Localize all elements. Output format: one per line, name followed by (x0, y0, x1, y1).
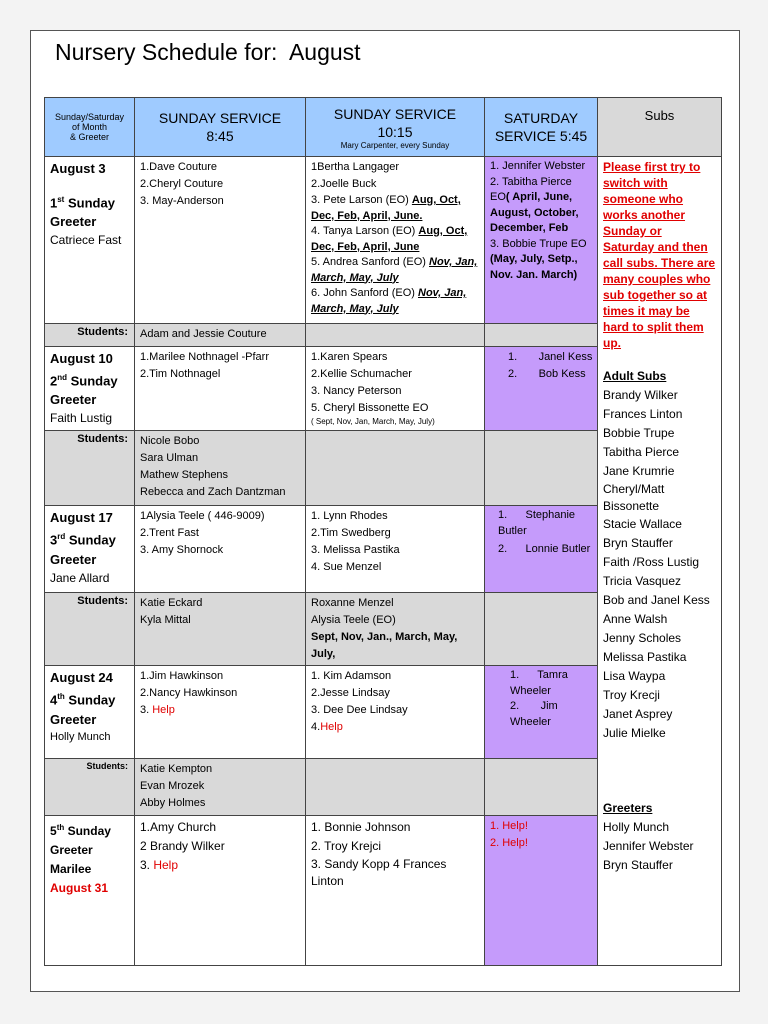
volunteer: 3. Melissa Pastika (311, 544, 400, 557)
week-date: August 10 (50, 351, 113, 366)
greeter-name: Faith Lustig (50, 411, 113, 426)
volunteer-num: 3. (140, 704, 153, 717)
volunteer (311, 719, 479, 736)
sub-name: Troy Krecji (603, 688, 660, 702)
student: Kyla Mittal (140, 614, 191, 627)
week3-1015 (306, 506, 485, 593)
student: Alysia Teele (EO) (311, 614, 396, 627)
subs-warning: Please first try to switch with someone who works another Sunday or Saturday and then call subs. There are many couples who sub together so at times it may be hard to split them up. (603, 160, 716, 350)
student: Nicole Bobo (140, 435, 200, 448)
sub-name: Lisa Waypa (603, 669, 666, 683)
student: Sara Ulman (140, 452, 199, 465)
ordinal-num: 5 (50, 824, 57, 839)
volunteer: 1.Karen Spears (311, 351, 388, 363)
sub-name: Janet Asprey (603, 707, 673, 721)
ordinal-rest: Sunday (64, 692, 116, 708)
sub-name: Bryn Stauffer (603, 536, 673, 550)
header-text: Subs (644, 108, 675, 123)
sub-name: Melissa Pastika (603, 650, 687, 664)
students-saturday (485, 324, 598, 347)
week4-saturday (485, 666, 598, 759)
volunteer: 3. Sandy Kopp 4 Frances Linton (311, 857, 447, 889)
header-text: SUNDAY SERVICE (158, 110, 282, 126)
header-text: Sunday/Saturday (54, 112, 125, 122)
student: Roxanne Menzel (311, 597, 394, 610)
page-title: Nursery Schedule for: August (55, 39, 361, 65)
help-needed: Help (153, 858, 179, 873)
ordinal-num: 3 (50, 532, 58, 548)
volunteer: 5. Cheryl Bissonette EO (311, 402, 429, 414)
volunteer: 3. Amy Shornock (140, 544, 224, 557)
volunteer-months: ( Sept, Nov, Jan, March, May, July) (311, 417, 435, 426)
week3-info (45, 506, 135, 593)
week4-info (45, 666, 135, 759)
students-1015 (306, 324, 485, 347)
volunteer-months: Aug, Oct, Dec, Feb, April, June (311, 225, 468, 253)
greeter-label: Greeter (50, 551, 97, 567)
students-845: Adam and Jessie Couture (135, 324, 306, 347)
student-months: Sept, Nov, Jan., March, May, July, (311, 631, 458, 661)
volunteer-num: 3. (140, 858, 154, 873)
header-text: of Month (71, 122, 108, 132)
volunteer: 1. Tamra Wheeler (510, 669, 571, 697)
header-text: 8:45 (206, 128, 234, 144)
volunteer-name: 3. Bobbie Trupe EO (490, 237, 587, 250)
volunteer: 4. Sue Menzel (311, 561, 382, 574)
students-1015 (306, 431, 485, 506)
volunteer: 1. Kim Adamson (311, 670, 392, 683)
week2-1015 (306, 347, 485, 431)
greeter-name: Holly Munch (50, 730, 111, 743)
week-row-1 (45, 157, 722, 324)
sub-name: Cheryl/Matt Bissonette (603, 482, 665, 513)
volunteer: 2.Cheryl Couture (140, 178, 224, 190)
week4-845 (135, 666, 306, 759)
header-text: SATURDAY (503, 110, 579, 126)
student: Katie Kempton (140, 763, 213, 776)
volunteer-num: 4. (311, 721, 321, 734)
volunteer (490, 237, 592, 284)
students-label: Students: (45, 759, 135, 816)
ordinal-suffix: nd (57, 373, 68, 382)
sub-name: Frances Linton (603, 407, 683, 421)
sub-name: Faith /Ross Lustig (603, 555, 700, 569)
help-needed: 1. Help! (490, 820, 528, 833)
volunteer (311, 255, 479, 286)
greeter-label: Greeter (50, 711, 97, 727)
week-date: August 24 (50, 670, 113, 686)
volunteer: 1. Janel Kess (508, 351, 593, 363)
volunteer: 1. Bonnie Johnson (311, 820, 411, 835)
student: Abby Holmes (140, 797, 206, 810)
week5-1015 (306, 816, 485, 966)
volunteer-months: Nov, Jan, March, May, July (311, 287, 467, 315)
students-saturday (485, 593, 598, 666)
header-text: SERVICE 5:45 (494, 128, 588, 144)
volunteer: 2. Bob Kess (508, 368, 586, 380)
ordinal-rest: Sunday (65, 532, 116, 548)
header-subs (598, 98, 722, 157)
greeter-name: Jane Allard (50, 570, 110, 585)
volunteer-months: (May, July, Setp., Nov. Jan. March) (490, 253, 578, 281)
greeter-name: Marilee (50, 862, 92, 877)
volunteer: 1Bertha Langager (311, 161, 400, 173)
sub-name: Jane Krumrie (603, 464, 675, 478)
volunteer: 2.Tim Swedberg (311, 527, 391, 540)
ordinal-num: 4 (50, 692, 58, 708)
week1-1015 (306, 157, 485, 324)
week-ordinal (50, 190, 129, 212)
volunteer: 3. Nancy Peterson (311, 385, 402, 397)
week3-845 (135, 506, 306, 593)
student: Rebecca and Zach Dantzman (140, 486, 286, 499)
week-ordinal (50, 368, 129, 390)
week2-info (45, 347, 135, 431)
greeter-label: Greeter (50, 392, 97, 408)
volunteer: 3. Dee Dee Lindsay (311, 704, 408, 717)
week1-info (45, 157, 135, 324)
sub-name: Tricia Vasquez (603, 574, 682, 588)
students-label: Students: (45, 431, 135, 506)
volunteer: 1.Marilee Nothnagel -Pfarr (140, 351, 270, 363)
week-ordinal (50, 687, 129, 709)
schedule-table (44, 97, 722, 966)
subs-column (598, 157, 722, 966)
volunteer-name: 4. Tanya Larson (EO) (311, 225, 419, 237)
students-1015 (306, 593, 485, 666)
students-label: Students: (45, 324, 135, 347)
volunteer-months: ( April, June, August, October, December, Feb (490, 191, 579, 234)
volunteer: 1Alysia Teele ( 446-9009) (140, 510, 265, 523)
ordinal-suffix: th (56, 823, 65, 833)
volunteer (311, 224, 479, 255)
students-845 (135, 593, 306, 666)
volunteer: 2. Lonnie Butler (498, 543, 591, 556)
week1-845 (135, 157, 306, 324)
header-month-greeter (45, 98, 135, 157)
volunteer-name: 6. John Sanford (EO) (311, 287, 418, 299)
ordinal-num: 1 (50, 195, 58, 211)
week-ordinal (50, 527, 129, 549)
header-text: & Greeter (69, 132, 109, 142)
sub-name: Julie Mielke (603, 726, 666, 740)
volunteer: 2.Trent Fast (140, 527, 199, 540)
students-label: Students: (45, 593, 135, 666)
students-845 (135, 431, 306, 506)
volunteer-months: Nov, Jan, March, May, July (311, 256, 478, 284)
week-ordinal (50, 818, 129, 841)
student: Mathew Stephens (140, 469, 229, 482)
volunteer: 2. Troy Krejci (311, 839, 382, 854)
volunteer-name: 2. Tabitha Pierce EO (490, 175, 572, 203)
week5-info (45, 816, 135, 966)
volunteer: 2 Brandy Wilker (140, 839, 225, 854)
greeter-label: Greeter (50, 843, 93, 858)
header-note: Mary Carpenter, every Sunday (340, 140, 450, 150)
header-saturday (485, 98, 598, 157)
volunteer (490, 175, 592, 237)
student: Katie Eckard (140, 597, 203, 610)
volunteer: 2.Nancy Hawkinson (140, 687, 238, 700)
students-saturday (485, 431, 598, 506)
volunteer-name: 5. Andrea Sanford (EO) (311, 256, 430, 268)
greeter-name: Catriece Fast (50, 233, 122, 248)
week2-saturday (485, 347, 598, 431)
volunteer: 2.Tim Nothnagel (140, 368, 221, 380)
sub-name: Tabitha Pierce (603, 445, 680, 459)
volunteer: 1.Jim Hawkinson (140, 670, 224, 683)
ordinal-rest: Sunday (64, 824, 111, 839)
volunteer: 1.Dave Couture (140, 161, 218, 173)
greeters-heading: Greeters (603, 801, 653, 815)
student: Evan Mrozek (140, 780, 205, 793)
sub-name: Bobbie Trupe (603, 426, 675, 440)
volunteer: 3. May-Anderson (140, 195, 224, 207)
volunteer: 1. Lynn Rhodes (311, 510, 388, 523)
week2-845 (135, 347, 306, 431)
volunteer-months: Aug, Oct, Dec, Feb, April, June. (311, 194, 461, 222)
header-sunday-845 (135, 98, 306, 157)
greeter-sub: Bryn Stauffer (603, 858, 673, 872)
volunteer: 2. Jim Wheeler (510, 700, 561, 728)
header-text: 10:15 (377, 123, 413, 140)
volunteer: 1.Amy Church (140, 820, 217, 835)
header-text: SUNDAY SERVICE (333, 105, 457, 122)
volunteer (311, 193, 479, 224)
document-page (30, 30, 740, 992)
greeter-label: Greeter (50, 214, 97, 230)
week-date: August 3 (50, 161, 106, 176)
week1-saturday (485, 157, 598, 324)
volunteer (140, 702, 300, 719)
ordinal-rest: Sunday (67, 373, 118, 389)
sub-name: Stacie Wallace (603, 517, 682, 531)
header-sunday-1015 (306, 98, 485, 157)
volunteer: 2.Jesse Lindsay (311, 687, 390, 700)
help-needed: Help (320, 721, 343, 734)
ordinal-rest: Sunday (64, 195, 115, 211)
week4-1015 (306, 666, 485, 759)
sub-name: Anne Walsh (603, 612, 668, 626)
week-date: August 31 (50, 881, 109, 896)
volunteer: 2.Kellie Schumacher (311, 368, 412, 380)
volunteer: 2.Joelle Buck (311, 178, 377, 190)
week-date: August 17 (50, 510, 113, 526)
week3-saturday (485, 506, 598, 593)
volunteer-name: 3. Pete Larson (EO) (311, 194, 412, 206)
volunteer: 1. Jennifer Webster (490, 160, 586, 172)
students-1015 (306, 759, 485, 816)
volunteer (311, 286, 479, 317)
help-needed: 2. Help! (490, 837, 528, 850)
header-row (45, 98, 722, 157)
greeter-sub: Jennifer Webster (603, 839, 694, 853)
volunteer: 1. Stephanie Butler (498, 509, 579, 537)
ordinal-suffix: th (57, 692, 65, 702)
ordinal-num: 2 (50, 373, 58, 389)
sub-name: Bob and Janel Kess (603, 593, 710, 607)
students-845 (135, 759, 306, 816)
sub-name: Jenny Scholes (603, 631, 682, 645)
week5-845 (135, 816, 306, 966)
greeter-sub: Holly Munch (603, 820, 670, 834)
ordinal-suffix: rd (57, 532, 66, 542)
help-needed: Help (152, 704, 175, 717)
students-saturday (485, 759, 598, 816)
adult-subs-heading: Adult Subs (603, 369, 667, 383)
sub-name: Brandy Wilker (603, 388, 678, 402)
week5-saturday (485, 816, 598, 966)
ordinal-suffix: st (57, 195, 65, 204)
volunteer (140, 856, 300, 875)
